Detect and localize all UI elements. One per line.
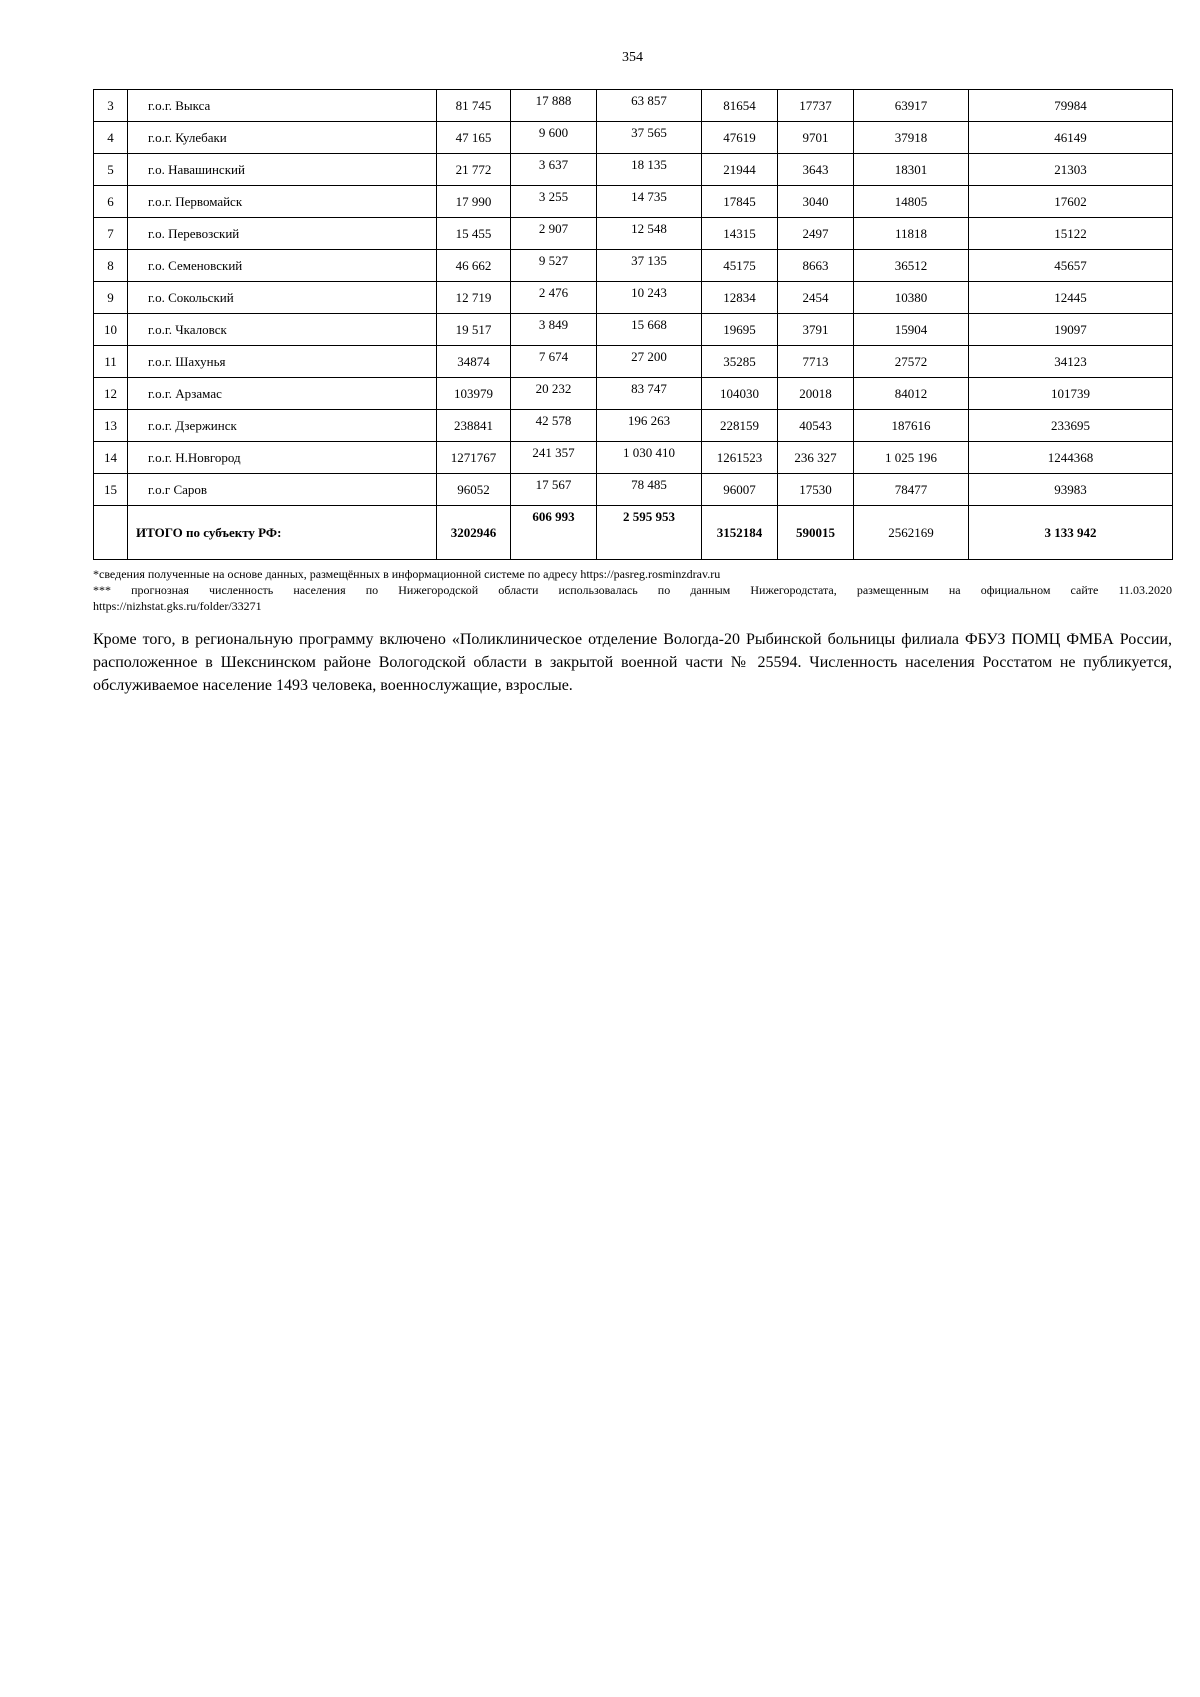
municipality-name: г.о.г Саров bbox=[128, 474, 437, 506]
row-number: 3 bbox=[94, 90, 128, 122]
row-number: 8 bbox=[94, 250, 128, 282]
footnotes bbox=[93, 566, 1172, 614]
value-cell-v5: 8663 bbox=[778, 250, 854, 282]
value-cell-v2: 7 674 bbox=[511, 346, 597, 378]
municipality-name: г.о.г. Н.Новгород bbox=[128, 442, 437, 474]
value-cell-v5: 40543 bbox=[778, 410, 854, 442]
footnote-forecast: *** прогнозная численность населения по Нижегородской области использовалась по данным Нижегородстата, размещенным на официальном сайте 11.03.2020 bbox=[93, 583, 1172, 597]
total-cell-v4: 3152184 bbox=[702, 506, 778, 560]
value-cell-v3: 12 548 bbox=[597, 218, 702, 250]
table-row bbox=[94, 218, 1173, 250]
value-cell-v7: 93983 bbox=[969, 474, 1173, 506]
value-cell-v2: 9 600 bbox=[511, 122, 597, 154]
value-cell-v3: 1 030 410 bbox=[597, 442, 702, 474]
value-cell-v4: 81654 bbox=[702, 90, 778, 122]
value-cell-v7: 21303 bbox=[969, 154, 1173, 186]
value-cell-v1: 238841 bbox=[437, 410, 511, 442]
row-number: 5 bbox=[94, 154, 128, 186]
value-cell-v7: 1244368 bbox=[969, 442, 1173, 474]
population-table bbox=[93, 89, 1173, 560]
value-cell-v5: 9701 bbox=[778, 122, 854, 154]
total-cell-v5: 590015 bbox=[778, 506, 854, 560]
value-cell-v6: 37918 bbox=[854, 122, 969, 154]
value-cell-v7: 79984 bbox=[969, 90, 1173, 122]
value-cell-v2: 2 476 bbox=[511, 282, 597, 314]
municipality-name: г.о.г. Кулебаки bbox=[128, 122, 437, 154]
value-cell-v2: 17 888 bbox=[511, 90, 597, 122]
value-cell-v7: 101739 bbox=[969, 378, 1173, 410]
value-cell-v1: 21 772 bbox=[437, 154, 511, 186]
value-cell-v4: 12834 bbox=[702, 282, 778, 314]
value-cell-v1: 96052 bbox=[437, 474, 511, 506]
value-cell-v1: 103979 bbox=[437, 378, 511, 410]
value-cell-v7: 45657 bbox=[969, 250, 1173, 282]
value-cell-v3: 10 243 bbox=[597, 282, 702, 314]
municipality-name: г.о. Семеновский bbox=[128, 250, 437, 282]
value-cell-v6: 10380 bbox=[854, 282, 969, 314]
value-cell-v4: 19695 bbox=[702, 314, 778, 346]
municipality-name: г.о. Сокольский bbox=[128, 282, 437, 314]
value-cell-v3: 37 565 bbox=[597, 122, 702, 154]
value-cell-v5: 3643 bbox=[778, 154, 854, 186]
value-cell-v3: 196 263 bbox=[597, 410, 702, 442]
table-body bbox=[94, 90, 1173, 560]
value-cell-v4: 1261523 bbox=[702, 442, 778, 474]
table-row bbox=[94, 154, 1173, 186]
total-cell-v3: 2 595 953 bbox=[597, 506, 702, 560]
value-cell-v6: 78477 bbox=[854, 474, 969, 506]
row-number: 14 bbox=[94, 442, 128, 474]
municipality-name: г.о.г. Первомайск bbox=[128, 186, 437, 218]
row-number: 11 bbox=[94, 346, 128, 378]
value-cell-v6: 36512 bbox=[854, 250, 969, 282]
value-cell-v1: 17 990 bbox=[437, 186, 511, 218]
value-cell-v1: 81 745 bbox=[437, 90, 511, 122]
page-number: 354 bbox=[622, 50, 643, 65]
value-cell-v2: 241 357 bbox=[511, 442, 597, 474]
value-cell-v3: 18 135 bbox=[597, 154, 702, 186]
value-cell-v2: 42 578 bbox=[511, 410, 597, 442]
value-cell-v4: 45175 bbox=[702, 250, 778, 282]
value-cell-v5: 3791 bbox=[778, 314, 854, 346]
table-row bbox=[94, 250, 1173, 282]
value-cell-v3: 83 747 bbox=[597, 378, 702, 410]
value-cell-v5: 236 327 bbox=[778, 442, 854, 474]
value-cell-v3: 27 200 bbox=[597, 346, 702, 378]
value-cell-v5: 3040 bbox=[778, 186, 854, 218]
municipality-name: г.о.г. Арзамас bbox=[128, 378, 437, 410]
total-row bbox=[94, 506, 1173, 560]
value-cell-v4: 14315 bbox=[702, 218, 778, 250]
table-row bbox=[94, 90, 1173, 122]
footnote-link: https://nizhstat.gks.ru/folder/33271 bbox=[93, 599, 262, 613]
value-cell-v6: 18301 bbox=[854, 154, 969, 186]
value-cell-v6: 187616 bbox=[854, 410, 969, 442]
value-cell-v1: 34874 bbox=[437, 346, 511, 378]
value-cell-v2: 3 637 bbox=[511, 154, 597, 186]
total-cell-v2: 606 993 bbox=[511, 506, 597, 560]
row-number: 10 bbox=[94, 314, 128, 346]
value-cell-v3: 14 735 bbox=[597, 186, 702, 218]
value-cell-v6: 1 025 196 bbox=[854, 442, 969, 474]
body-paragraph: Кроме того, в региональную программу включено «Поликлиническое отделение Вологда-20 Рыбинской больницы филиала ФБУЗ ПОМЦ ФМБА России, расположенное в Шекснинском районе Вологодской области в закрытой военной части № 25594. Численность населения Росстатом не публикуется, обслуживаемое население 1493 человека, военнослужащие, взрослые. bbox=[93, 631, 1172, 694]
value-cell-v4: 47619 bbox=[702, 122, 778, 154]
municipality-name: г.о.г. Выкса bbox=[128, 90, 437, 122]
value-cell-v7: 46149 bbox=[969, 122, 1173, 154]
value-cell-v6: 84012 bbox=[854, 378, 969, 410]
table-row bbox=[94, 442, 1173, 474]
value-cell-v3: 78 485 bbox=[597, 474, 702, 506]
value-cell-v4: 21944 bbox=[702, 154, 778, 186]
value-cell-v4: 228159 bbox=[702, 410, 778, 442]
municipality-name: г.о.г. Шахунья bbox=[128, 346, 437, 378]
value-cell-v5: 2497 bbox=[778, 218, 854, 250]
municipality-name: г.о.г. Дзержинск bbox=[128, 410, 437, 442]
value-cell-v6: 15904 bbox=[854, 314, 969, 346]
value-cell-v1: 46 662 bbox=[437, 250, 511, 282]
table-row bbox=[94, 474, 1173, 506]
value-cell-v2: 9 527 bbox=[511, 250, 597, 282]
value-cell-v1: 47 165 bbox=[437, 122, 511, 154]
value-cell-v2: 3 849 bbox=[511, 314, 597, 346]
total-cell-v7: 3 133 942 bbox=[969, 506, 1173, 560]
value-cell-v6: 63917 bbox=[854, 90, 969, 122]
value-cell-v3: 63 857 bbox=[597, 90, 702, 122]
value-cell-v2: 20 232 bbox=[511, 378, 597, 410]
value-cell-v7: 15122 bbox=[969, 218, 1173, 250]
value-cell-v6: 14805 bbox=[854, 186, 969, 218]
value-cell-v4: 96007 bbox=[702, 474, 778, 506]
value-cell-v2: 3 255 bbox=[511, 186, 597, 218]
value-cell-v5: 20018 bbox=[778, 378, 854, 410]
value-cell-v5: 2454 bbox=[778, 282, 854, 314]
table-row bbox=[94, 186, 1173, 218]
value-cell-v1: 1271767 bbox=[437, 442, 511, 474]
total-label: ИТОГО по субъекту РФ: bbox=[128, 506, 437, 560]
row-number: 13 bbox=[94, 410, 128, 442]
table-row bbox=[94, 346, 1173, 378]
footnote-source: *сведения полученные на основе данных, размещённых в информационной системе по адресу https://pasreg.rosminzdrav.ru bbox=[93, 567, 721, 581]
total-empty-cell bbox=[94, 506, 128, 560]
value-cell-v5: 17737 bbox=[778, 90, 854, 122]
value-cell-v2: 17 567 bbox=[511, 474, 597, 506]
row-number: 15 bbox=[94, 474, 128, 506]
municipality-name: г.о. Перевозский bbox=[128, 218, 437, 250]
municipality-name: г.о. Навашинский bbox=[128, 154, 437, 186]
municipality-name: г.о.г. Чкаловск bbox=[128, 314, 437, 346]
value-cell-v6: 11818 bbox=[854, 218, 969, 250]
value-cell-v4: 35285 bbox=[702, 346, 778, 378]
value-cell-v6: 27572 bbox=[854, 346, 969, 378]
value-cell-v5: 7713 bbox=[778, 346, 854, 378]
row-number: 6 bbox=[94, 186, 128, 218]
value-cell-v4: 17845 bbox=[702, 186, 778, 218]
total-cell-v6: 2562169 bbox=[854, 506, 969, 560]
row-number: 7 bbox=[94, 218, 128, 250]
total-cell-v1: 3202946 bbox=[437, 506, 511, 560]
value-cell-v1: 19 517 bbox=[437, 314, 511, 346]
value-cell-v1: 15 455 bbox=[437, 218, 511, 250]
value-cell-v2: 2 907 bbox=[511, 218, 597, 250]
value-cell-v7: 19097 bbox=[969, 314, 1173, 346]
table-row bbox=[94, 378, 1173, 410]
value-cell-v4: 104030 bbox=[702, 378, 778, 410]
value-cell-v7: 233695 bbox=[969, 410, 1173, 442]
table-row bbox=[94, 282, 1173, 314]
table-row bbox=[94, 314, 1173, 346]
value-cell-v3: 15 668 bbox=[597, 314, 702, 346]
row-number: 9 bbox=[94, 282, 128, 314]
row-number: 12 bbox=[94, 378, 128, 410]
value-cell-v1: 12 719 bbox=[437, 282, 511, 314]
value-cell-v7: 12445 bbox=[969, 282, 1173, 314]
table-row bbox=[94, 410, 1173, 442]
value-cell-v5: 17530 bbox=[778, 474, 854, 506]
value-cell-v7: 17602 bbox=[969, 186, 1173, 218]
value-cell-v3: 37 135 bbox=[597, 250, 702, 282]
row-number: 4 bbox=[94, 122, 128, 154]
table-row bbox=[94, 122, 1173, 154]
value-cell-v7: 34123 bbox=[969, 346, 1173, 378]
